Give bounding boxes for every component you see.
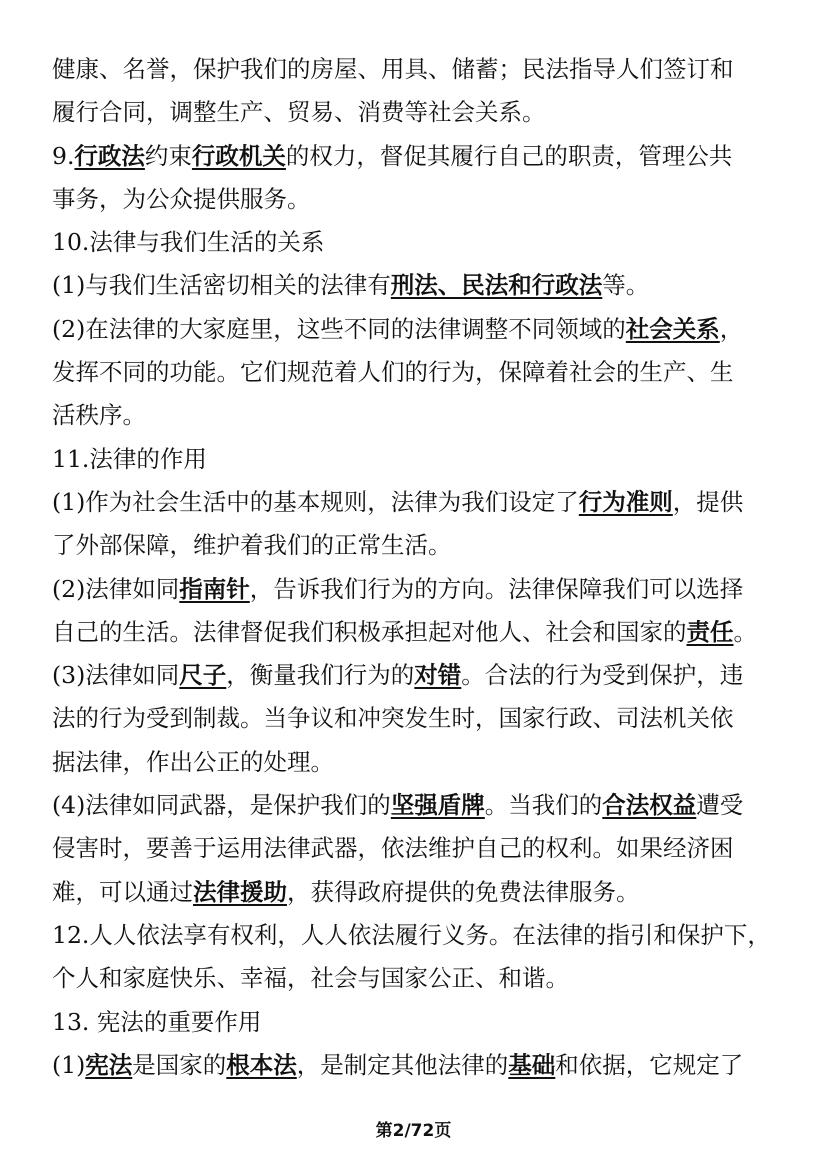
text-segment: 12.人人依法享有权利，人人依法履行义务。在法律的指引和保护下，: [52, 920, 771, 949]
text-segment: 。当我们的: [484, 791, 603, 820]
text-line: [52, 914, 780, 957]
key-term: 合法权益: [602, 791, 697, 820]
text-segment: 10.法律与我们生活的关系: [52, 228, 325, 257]
text-segment: ，获得政府提供的免费法律服务。: [287, 877, 640, 906]
key-term: 基础: [508, 1050, 556, 1079]
text-line: [52, 91, 780, 134]
text-line: [52, 784, 780, 827]
text-line: [52, 221, 780, 264]
key-term: 指南针: [179, 574, 250, 603]
text-segment: 法的行为受到制裁。当争议和冲突发生时，国家行政、司法机关依: [52, 704, 734, 733]
text-line: [52, 611, 780, 654]
text-segment: 个人和家庭快乐、幸福，社会与国家公正、和谐。: [52, 964, 569, 993]
text-segment: ，: [719, 314, 744, 343]
text-segment: 约束: [144, 141, 192, 170]
text-segment: 事务，为公众提供服务。: [52, 184, 311, 213]
key-term: 根本法: [226, 1050, 297, 1079]
key-term: 行政法: [74, 141, 145, 170]
key-term: 对错: [414, 661, 462, 690]
text-segment: 和依据，它规定了: [555, 1050, 744, 1079]
key-term: 法律援助: [193, 877, 287, 906]
key-term: 刑法、民法和行政法: [390, 271, 603, 300]
text-line: [52, 697, 780, 740]
text-line: [52, 308, 780, 351]
page-number: 第2/72页: [375, 1121, 452, 1141]
text-segment: (2)法律如同: [52, 574, 180, 603]
text-segment: 的权力，督促其履行自己的职责，管理公共: [285, 141, 733, 170]
text-segment: (2)在法律的大家庭里，这些不同的法律调整不同领域的: [52, 314, 626, 343]
text-line: [52, 264, 780, 307]
text-segment: ，告诉我们行为的方向。法律保障我们可以选择: [249, 574, 744, 603]
text-segment: ，是制定其他法律的: [296, 1050, 509, 1079]
text-segment: 据法律，作出公正的处理。: [52, 747, 334, 776]
text-segment: 履行合同，调整生产、贸易、消费等社会关系。: [52, 98, 546, 127]
text-segment: ，衡量我们行为的: [226, 661, 415, 690]
text-line: [52, 871, 780, 914]
text-segment: (1)与我们生活密切相关的法律有: [52, 271, 391, 300]
text-segment: 健康、名誉，保护我们的房屋、用具、储蓄；民法指导人们签订和: [52, 55, 734, 83]
text-segment: 11.法律的作用: [52, 444, 207, 473]
text-segment: 难，可以通过: [52, 877, 193, 906]
key-term: 行为准则: [578, 487, 673, 516]
text-segment: 等。: [602, 271, 650, 300]
text-segment: 13. 宪法的重要作用: [52, 1007, 262, 1036]
key-term: 坚强盾牌: [390, 791, 485, 820]
text-line: [52, 1001, 780, 1044]
text-segment: 遭受: [696, 791, 744, 820]
text-segment: 9.: [52, 141, 75, 170]
key-term: 尺子: [179, 661, 227, 690]
document-body: [52, 48, 780, 1087]
text-segment: 。: [733, 617, 757, 646]
text-line: [52, 827, 780, 870]
text-line: [52, 351, 780, 394]
text-line: [52, 438, 780, 481]
text-line: [52, 394, 780, 437]
key-term: 责任: [686, 617, 734, 646]
text-line: [52, 568, 780, 611]
text-segment: (1)作为社会生活中的基本规则，法律为我们设定了: [52, 487, 579, 516]
text-line: [52, 957, 780, 1000]
text-line: [52, 135, 780, 178]
text-segment: ，提供: [672, 487, 744, 516]
text-segment: (4)法律如同武器，是保护我们的: [52, 791, 391, 820]
text-segment: 。合法的行为受到保护，违: [461, 661, 744, 690]
text-line: [52, 48, 780, 91]
text-segment: 发挥不同的功能。它们规范着人们的行为，保障着社会的生产、生: [52, 358, 734, 387]
text-segment: 侵害时，要善于运用法律武器，依法维护自己的权利。如果经济困: [52, 834, 734, 863]
text-line: [52, 654, 780, 697]
text-line: [52, 1044, 780, 1087]
text-line: [52, 481, 780, 524]
text-segment: 是国家的: [132, 1050, 227, 1079]
text-line: [52, 741, 780, 784]
text-segment: 自己的生活。法律督促我们积极承担起对他人、社会和国家的: [52, 617, 687, 646]
text-segment: 了外部保障，维护着我们的正常生活。: [52, 531, 452, 560]
text-segment: (3)法律如同: [52, 661, 180, 690]
text-segment: 活秩序。: [52, 401, 146, 430]
key-term: 行政机关: [191, 141, 286, 170]
text-line: [52, 178, 780, 221]
text-segment: (1): [52, 1050, 86, 1079]
key-term: 宪法: [85, 1050, 133, 1079]
key-term: 社会关系: [625, 314, 720, 343]
text-line: [52, 524, 780, 567]
